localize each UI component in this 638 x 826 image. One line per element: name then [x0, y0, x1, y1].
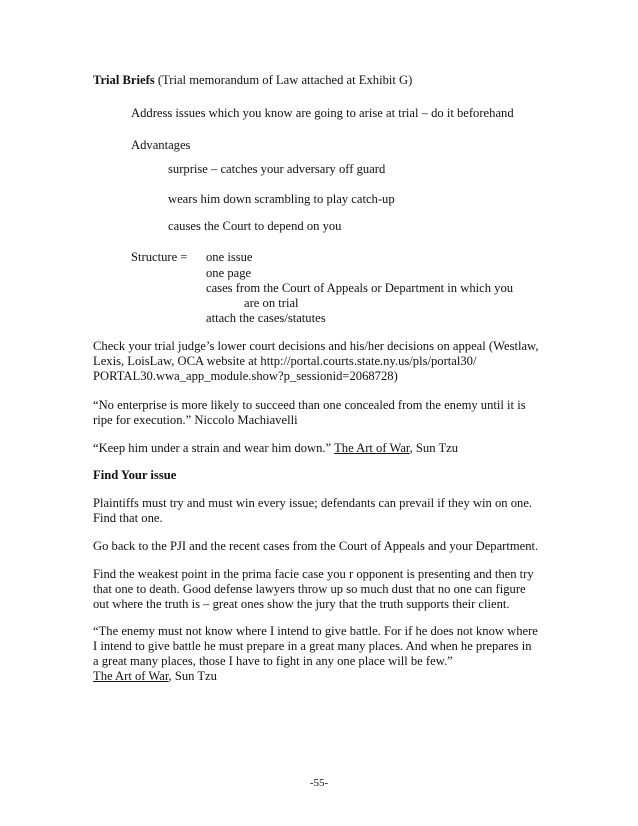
- check-line: Check your trial judge’s lower court decisions and his/her decisions on appeal (Westlaw,: [93, 339, 539, 353]
- quote-line: ripe for execution.” Niccolo Machiavelli: [93, 413, 298, 427]
- quote-line: [93, 441, 458, 456]
- structure-item: one page: [206, 266, 252, 280]
- quote-line: “The enemy must not know where I intend to give battle. For if he does not know where: [93, 624, 538, 638]
- find-issue-heading: Find Your issue: [93, 468, 177, 482]
- quote-author: , Sun Tzu: [168, 669, 217, 683]
- heading-bold: Trial Briefs: [93, 73, 155, 87]
- check-line: Lexis, LoisLaw, OCA website at http://portal.courts.state.ny.us/pls/portal30/: [93, 354, 477, 368]
- structure-item: attach the cases/statutes: [206, 311, 326, 325]
- quote-line: I intend to give battle he must prepare in a great many places. And when he prepares in: [93, 639, 532, 653]
- structure-item: cases from the Court of Appeals or Department in which you: [206, 281, 514, 295]
- quote-line: a great many places, those I have to fight in any one place will be few.”: [93, 654, 453, 668]
- paragraph-line: that one to death. Good defense lawyers throw up so much dust that no one can figure: [93, 582, 526, 596]
- advantage-item: wears him down scrambling to play catch-up: [168, 192, 395, 206]
- structure-item: one issue: [206, 250, 253, 264]
- paragraph-line: Go back to the PJI and the recent cases from the Court of Appeals and your Department.: [93, 539, 539, 553]
- check-line: PORTAL30.wwa_app_module.show?p_sessionid=2068728): [93, 369, 398, 383]
- quote-line: “No enterprise is more likely to succeed than one concealed from the enemy until it is: [93, 398, 526, 412]
- quote-text: “Keep him under a strain and wear him down.”: [93, 441, 335, 455]
- paragraph-line: Find that one.: [93, 511, 163, 525]
- structure-label: Structure =: [131, 250, 188, 264]
- advantage-item: causes the Court to depend on you: [168, 219, 342, 233]
- heading-rest: (Trial memorandum of Law attached at Exhibit G): [154, 73, 413, 87]
- structure-item: are on trial: [244, 296, 299, 310]
- advantage-item: surprise – catches your adversary off guard: [168, 162, 386, 176]
- advantages-label: Advantages: [131, 138, 191, 152]
- paragraph-line: Plaintiffs must try and must win every issue; defendants can prevail if they win on one.: [93, 496, 533, 510]
- section-heading: [93, 73, 412, 88]
- page-number: -55-: [309, 777, 329, 789]
- paragraph-line: out where the truth is – great ones show the jury that the truth supports their client.: [93, 597, 510, 611]
- paragraph-line: Find the weakest point in the prima facie case you r opponent is presenting and then try: [93, 567, 534, 581]
- intro-line: Address issues which you know are going to arise at trial – do it beforehand: [131, 106, 514, 120]
- quote-source: [93, 669, 217, 684]
- book-title: The Art of War: [334, 441, 410, 455]
- quote-author: , Sun Tzu: [409, 441, 459, 455]
- book-title: The Art of War: [93, 669, 169, 683]
